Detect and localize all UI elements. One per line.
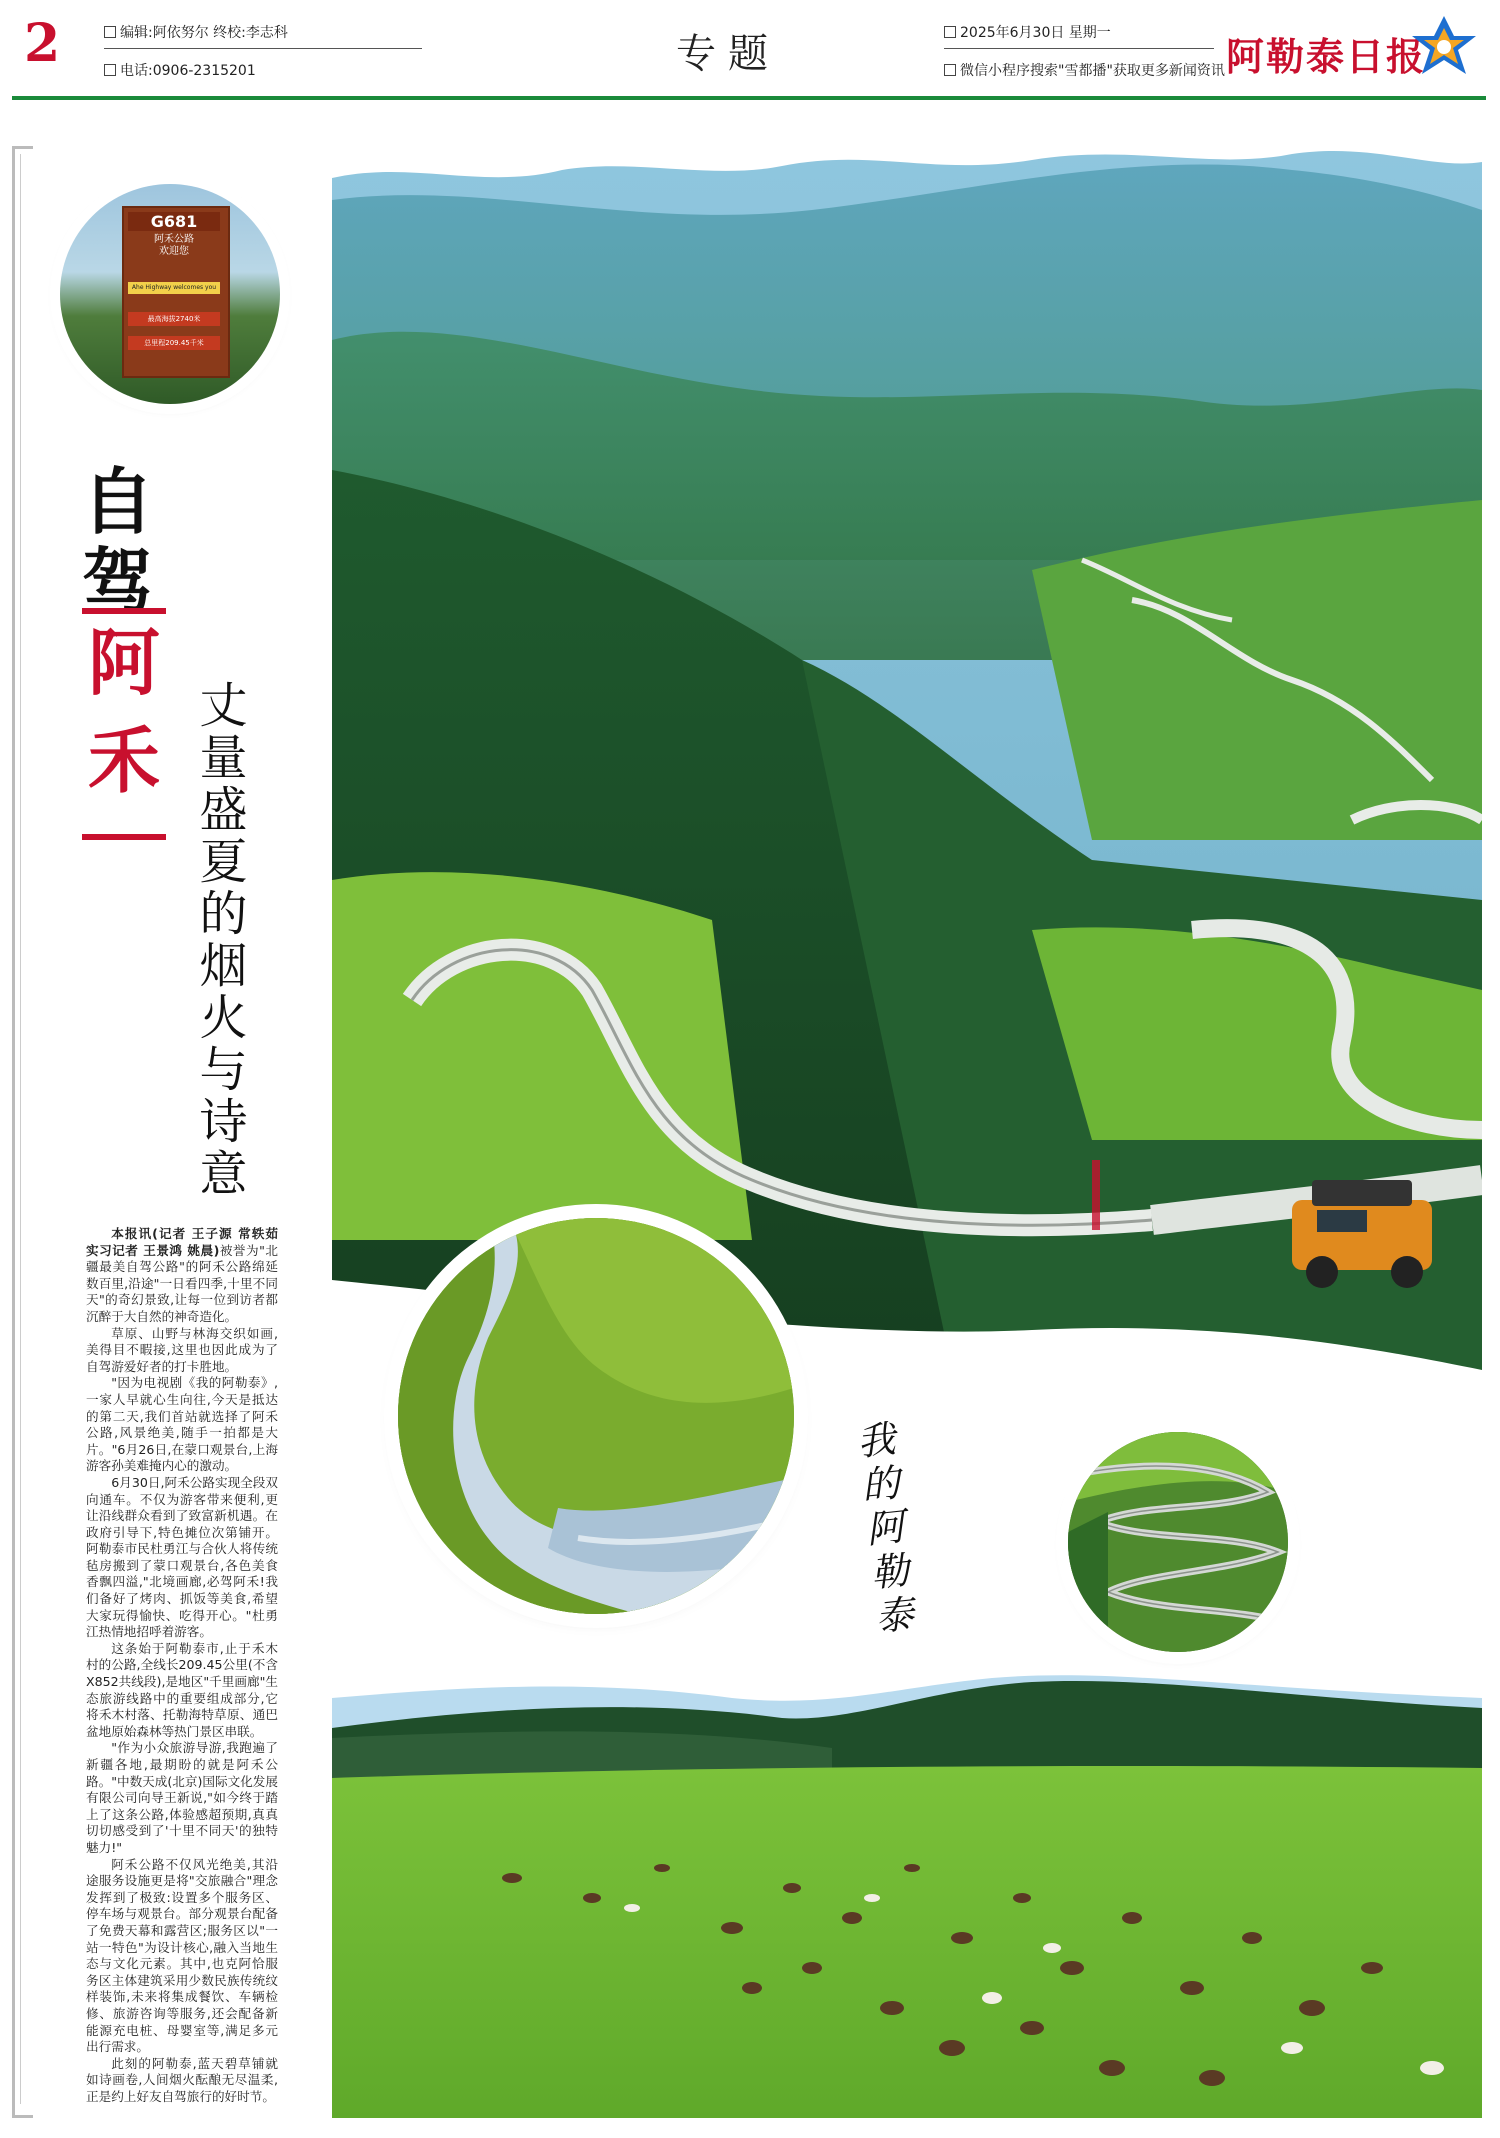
sign-welcome-text: 阿禾公路 欢迎您: [154, 234, 194, 257]
article-paragraph: "作为小众旅游导游,我跑遍了新疆各地,最期盼的就是阿禾公路。"中数天成(北京)国际文化发展有限公司向导王新说,"如今终于踏上了这条公路,体验感超预期,真真切切感受到了'十里不同天'的独特魅力!": [86, 1740, 278, 1855]
headline-emphasis-char-1: 阿: [87, 620, 160, 705]
sign-route-code: G681: [128, 212, 220, 231]
article-paragraph: 此刻的阿勒泰,蓝天碧草铺就如诗画卷,人间烟火酝酿无尽温柔,正是约上好友自驾旅行的好时节。: [86, 2055, 278, 2104]
road-sign-board: [122, 206, 230, 378]
wechat-text: 微信小程序搜索"雪都播"获取更多新闻资讯: [960, 63, 1225, 79]
editor-line: [104, 22, 288, 42]
sign-altitude: 最高海拔2740米: [128, 312, 220, 326]
header-divider-left: [104, 48, 422, 49]
date-text: 2025年6月30日 星期一: [960, 25, 1111, 41]
page-number: 2: [24, 13, 61, 74]
newspaper-logo-icon: [1408, 14, 1480, 86]
article-paragraph: 草原、山野与林海交织如画,美得目不暇接,这里也因此成为了自驾游爱好者的打卡胜地。: [86, 1325, 278, 1374]
article-byline: 本报讯(记者 王子源 常轶茹 实习记者 王景鸿 姚晨): [86, 1226, 278, 1258]
headline-main: 自驾: [82, 460, 155, 624]
column-bracket-inner: [20, 154, 29, 2104]
sign-length: 总里程209.45千米: [128, 336, 220, 350]
checkbox-icon: [944, 64, 956, 76]
article-body: [86, 1226, 278, 2105]
calligraphy-title: 我的阿勒泰: [848, 1418, 916, 1642]
phone-line: [104, 60, 256, 80]
article-paragraph: 6月30日,阿禾公路实现全段双向通车。不仅为游客带来便利,更让沿线群众看到了致富新机遇。在政府引导下,特色摊位次第铺开。阿勒泰市民杜勇江与合伙人将传统毡房搬到了蒙口观景台,各色美食香飘四溢,"北境画廊,必驾阿禾!我们备好了烤肉、抓饭等美食,希望大家玩得愉快、吃得开心。"杜勇江热情地招呼着游客。: [86, 1474, 278, 1640]
section-title: 专题: [676, 31, 780, 77]
wechat-line: [944, 60, 1225, 80]
article-paragraph: [86, 1226, 278, 1326]
header-divider-right: [944, 48, 1214, 49]
article-paragraph: "因为电视剧《我的阿勒泰》,一家人早就心生向往,今天是抵达的第二天,我们首站就选择了阿禾公路,风景绝美,随手一拍都是大片。"6月26日,在蒙口观景台,上海游客孙美难掩内心的激动。: [86, 1375, 278, 1474]
newspaper-masthead: 阿勒泰日报: [1226, 34, 1427, 79]
editor-text: 编辑:阿依努尔 终校:李志科: [120, 25, 288, 41]
article-paragraph: 阿禾公路不仅风光绝美,其沿途服务设施更是将"交旅融合"理念发挥到了极致:设置多个服务区、停车场与观景台。部分观景台配备了免费天幕和露营区;服务区以"一站一特色"为设计核心,融入当地生态与文化元素。其中,也克阿恰服务区主体建筑采用少数民族传统纹样装饰,未来将集成餐饮、车辆检修、旅游咨询等服务,还会配备新能源充电桩、母婴室等,满足多元出行需求。: [86, 1856, 278, 2055]
article-paragraph: 这条始于阿勒泰市,止于禾木村的公路,全线长209.45公里(不含X852共线段),是地区"千里画廊"生态旅游线路中的重要组成部分,它将禾木村落、托勒海特草原、通巴盆地原始森林等热门景区串联。: [86, 1640, 278, 1739]
meandering-river-photo: [398, 1218, 794, 1614]
headline-emphasis-char-2: 禾: [87, 718, 160, 803]
checkbox-icon: [104, 64, 116, 76]
phone-text: 电话:0906-2315201: [120, 63, 256, 79]
winding-road-aerial-photo: [1068, 1432, 1288, 1652]
header-rule: [12, 96, 1486, 100]
road-sign-photo: [60, 184, 280, 404]
checkbox-icon: [104, 26, 116, 38]
date-line: [944, 22, 1111, 42]
pasture-cattle-photo: [332, 1668, 1482, 2118]
sign-english-text: Ahe Highway welcomes you: [128, 282, 220, 294]
mountain-road-photo: [332, 140, 1482, 1370]
checkbox-icon: [944, 26, 956, 38]
article-lead: 被誉为"北疆最美自驾公路"的阿禾公路绵延数百里,沿途"一日看四季,十里不同天"的奇幻景致,让每一位到访者都沉醉于大自然的神奇造化。: [86, 1242, 278, 1324]
headline-emphasis: [82, 608, 166, 840]
headline-subtitle: 丈量盛夏的烟火与诗意: [191, 680, 247, 1200]
